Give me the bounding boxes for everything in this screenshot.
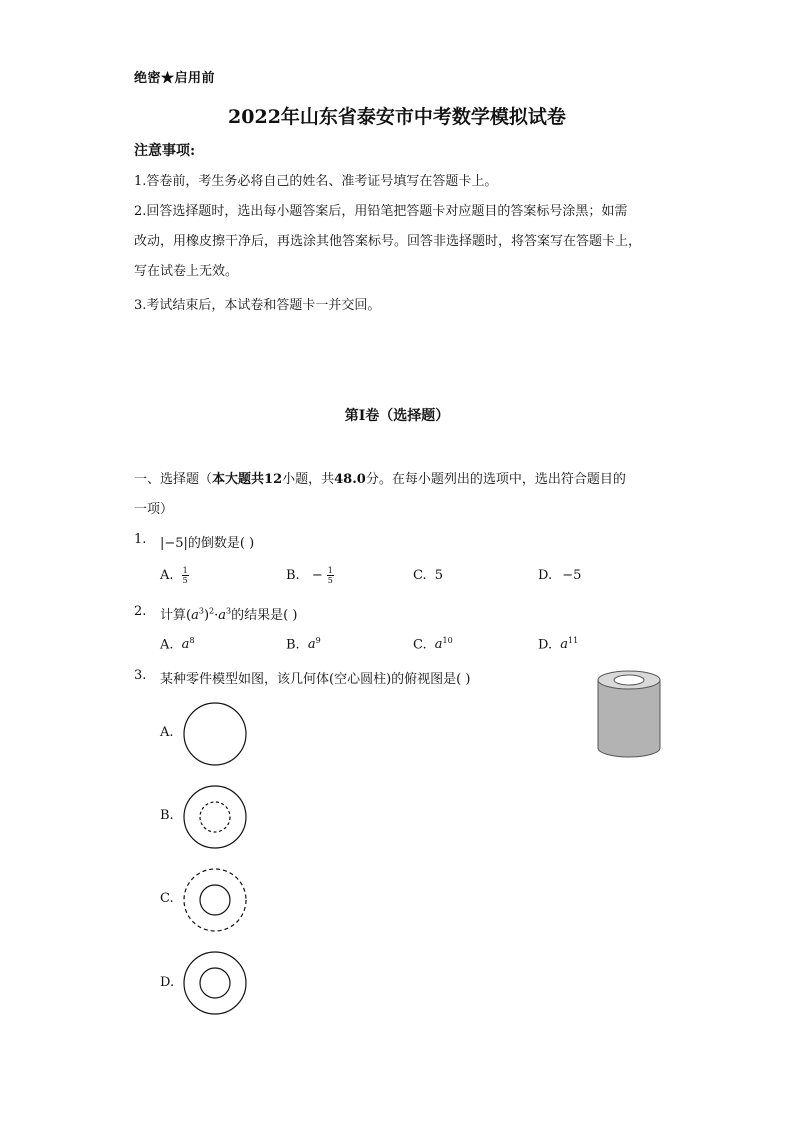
exponent: 2 [209,606,215,616]
notice-heading: 注意事项: [134,143,196,159]
fraction [182,566,189,585]
exponent: 11 [568,636,579,645]
part-line-2: 一项） [134,502,174,517]
variable: a [434,637,443,653]
question-number: 2. [134,604,147,619]
option-label: C. [413,568,427,583]
part-score: 48.0 [334,472,366,487]
numerator: 1 [182,566,188,575]
notice-item-2-line-1: 2.回答选择题时，选出每小题答案后，用铅笔把答题卡对应题目的答案标号涂黑；如需 [134,204,628,219]
question-1 [0,532,794,552]
variable: a [307,637,316,653]
part-count-label: 本大题共 [212,472,265,487]
part-prefix: 一、选择题（ [134,472,213,487]
q3-option-a-figure [182,701,248,767]
notice-item-3: 3.考试结束后，本试卷和答题卡一并交回。 [134,298,381,313]
exponent: 3 [226,606,232,616]
numerator: 1 [327,566,333,575]
stem-text: ) [203,608,210,623]
q2-option-a [160,636,195,652]
question-stem: |−5|的倒数是( ) [160,536,255,551]
variable: a [181,637,190,653]
denominator: 5 [182,576,188,585]
exponent: 3 [198,606,204,616]
part-mid: 小题，共 [282,472,335,487]
question-2 [0,604,794,624]
fraction [327,566,334,585]
stem-text: 计算( [160,608,192,623]
notice-item-2-line-2: 改动，用橡皮擦干净后，再选涂其他答案标号。回答非选择题时，将答案写在答题卡上， [134,234,642,249]
exponent: 10 [442,636,453,645]
q1-option-b [286,566,334,585]
part-heading [134,465,669,525]
variable: a [560,637,568,653]
variable: a [218,608,227,623]
exponent: 8 [189,636,195,645]
q3-option-c-figure [182,867,248,933]
section-title: 第I卷（选择题） [344,408,450,424]
q3-option-d-label: D. [160,975,175,990]
q3-option-d-figure [182,950,248,1016]
question-number: 1. [134,532,147,547]
q3-option-a-label: A. [160,725,174,740]
q2-option-c [413,636,453,652]
q3-option-c-label: C. [160,891,174,906]
q3-option-b-label: B. [160,808,174,823]
option-label: B. [286,637,300,653]
question-stem: 某种零件模型如图，该几何体(空心圆柱)的俯视图是( ) [160,672,471,687]
exponent: 9 [315,636,321,645]
option-value: 5 [434,568,444,583]
minus-sign: − [311,568,323,583]
part-after: 分。在每小题列出的选项中，选出符合题目的 [365,472,626,487]
q2-option-d [538,636,578,652]
option-value: −5 [562,568,582,583]
question-3 [0,668,794,688]
question-number: 3. [134,668,147,683]
option-label: C. [413,637,427,653]
denominator: 5 [327,576,333,585]
q2-option-b [286,636,321,652]
stem-text: 的结果是( ) [231,608,298,623]
notice-item-2-line-3: 写在试卷上无效。 [134,264,239,279]
hollow-cylinder-figure [594,668,664,760]
q3-option-b-figure [182,784,248,850]
notice-item-1: 1.答卷前，考生务必将自己的姓名、准考证号填写在答题卡上。 [134,174,498,189]
question-stem [160,604,297,623]
option-label: A. [160,637,174,653]
part-count: 12 [264,472,283,487]
q1-option-d [538,568,581,583]
option-label: A. [160,568,174,583]
page-title: 2022年山东省泰安市中考数学模拟试卷 [228,106,566,128]
variable: a [191,608,199,623]
q1-option-a [160,566,189,585]
confidential-mark: 绝密★启用前 [134,71,216,86]
q1-option-c [413,568,443,583]
option-label: D. [538,568,553,583]
option-label: D. [538,637,553,653]
option-label: B. [286,568,300,583]
stem-text: · [214,608,219,623]
